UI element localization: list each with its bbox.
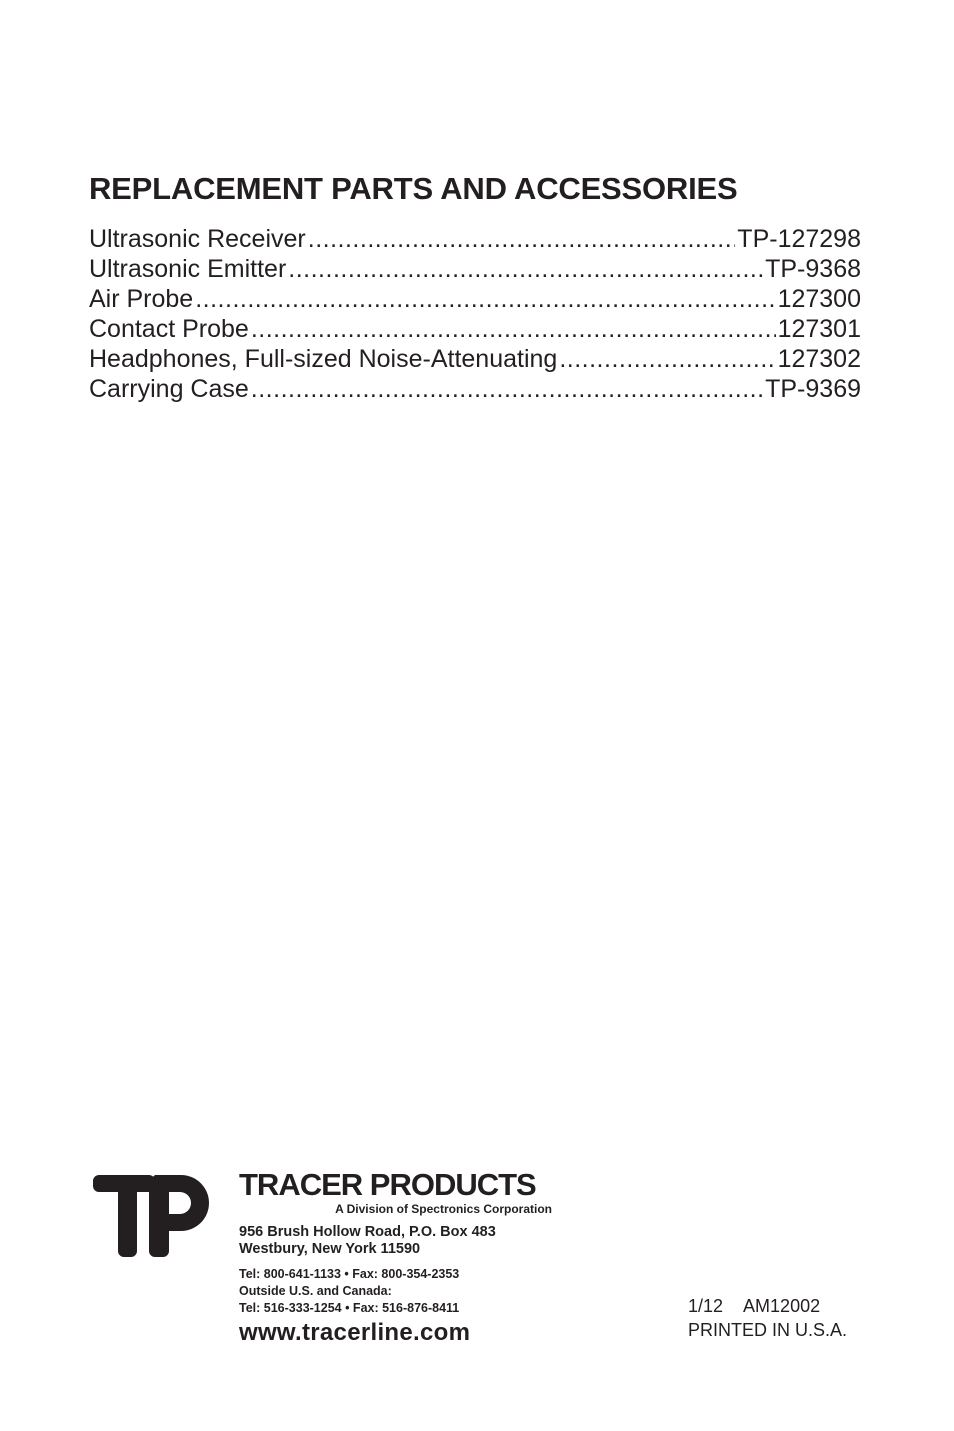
dot-leader xyxy=(195,284,775,314)
print-info xyxy=(688,1294,847,1342)
document-code: AM12002 xyxy=(743,1296,821,1316)
address-line: Westbury, New York 11590 xyxy=(239,1241,421,1257)
logo-letter-t xyxy=(93,1175,155,1257)
dot-leader xyxy=(559,344,775,374)
contact-line: Tel: 516-333-1254 • Fax: 516-876-8411 xyxy=(239,1301,460,1315)
list-item xyxy=(89,284,861,314)
part-name: Carrying Case xyxy=(89,375,249,403)
logo-letter-p xyxy=(149,1175,209,1257)
part-name: Air Probe xyxy=(89,285,194,313)
company-info xyxy=(239,1168,559,1347)
list-item xyxy=(89,254,861,284)
dot-leader xyxy=(251,314,776,344)
tracer-products-logo xyxy=(91,1173,211,1257)
printed-in: PRINTED IN U.S.A. xyxy=(688,1320,848,1340)
company-name: TRACER PRODUCTS xyxy=(239,1167,536,1202)
list-item xyxy=(89,374,861,404)
dot-leader xyxy=(288,254,763,284)
address-line: 956 Brush Hollow Road, P.O. Box 483 xyxy=(239,1224,496,1240)
part-name: Contact Probe xyxy=(89,315,249,343)
list-item xyxy=(89,344,861,374)
website-link[interactable]: www.tracerline.com xyxy=(239,1319,471,1346)
part-number: 127301 xyxy=(777,315,861,343)
parts-list xyxy=(89,224,861,404)
part-number: TP-9368 xyxy=(765,255,861,283)
company-address xyxy=(239,1224,559,1258)
list-item xyxy=(89,224,861,254)
part-number: TP-9369 xyxy=(765,375,861,403)
part-number: 127302 xyxy=(777,345,861,373)
contact-line: Tel: 800-641-1133 • Fax: 800-354-2353 xyxy=(239,1267,460,1281)
part-number: 127300 xyxy=(777,285,861,313)
contact-info xyxy=(239,1266,559,1317)
contact-line: Outside U.S. and Canada: xyxy=(239,1284,392,1298)
part-name: Ultrasonic Emitter xyxy=(89,255,287,283)
list-item xyxy=(89,314,861,344)
part-name: Headphones, Full-sized Noise-Attenuating xyxy=(89,345,558,373)
page-title: REPLACEMENT PARTS AND ACCESSORIES xyxy=(89,171,738,206)
dot-leader xyxy=(308,224,736,254)
print-date: 1/12 xyxy=(688,1296,724,1316)
part-name: Ultrasonic Receiver xyxy=(89,225,306,253)
company-division: A Division of Spectronics Corporation xyxy=(335,1202,552,1216)
part-number: TP-127298 xyxy=(737,225,861,253)
dot-leader xyxy=(251,374,763,404)
